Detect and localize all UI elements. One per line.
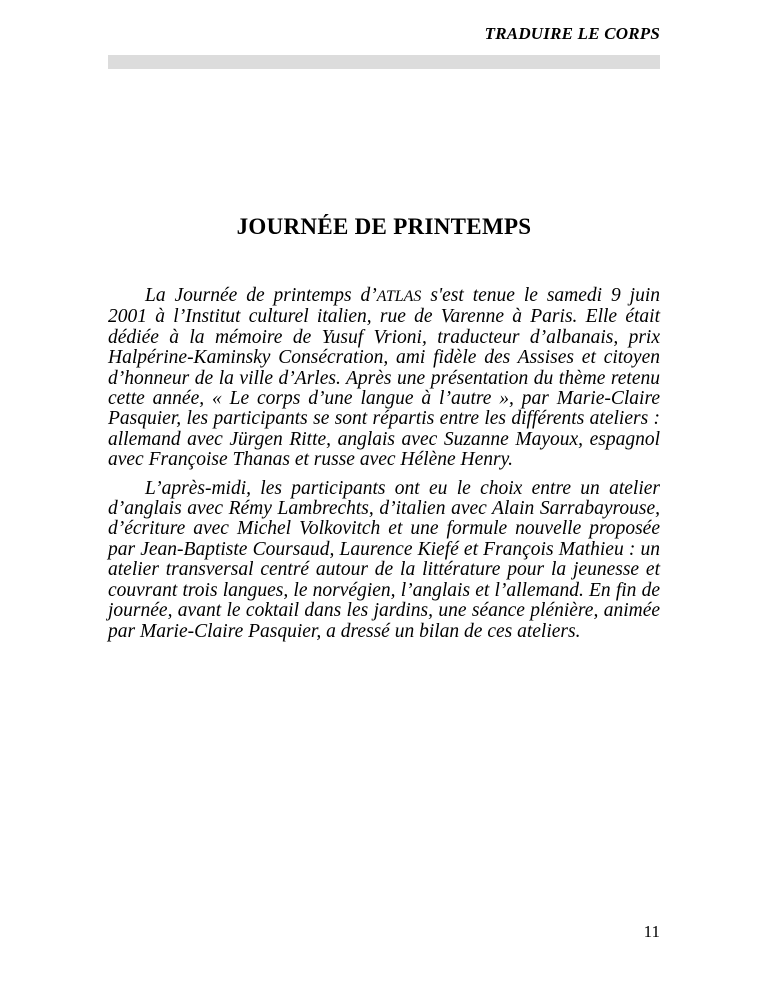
article-body (108, 286, 660, 650)
paragraph-1-rest: s'est tenue le samedi 9 juin 2001 à l’Institut culturel italien, rue de Varenne à Paris. Elle était dédiée à la mémoire de Yusuf Vrioni, traducteur d’albanais, prix Halpérine-Kaminsky Consécration, ami fidèle des Assises et citoyen d’honneur de la ville d’Arles. Après une présentation du thème retenu cette année, « Le corps d’une langue à l’autre », par Marie-Claire Pasquier, les participants se sont répartis entre les différents ateliers : allemand avec Jürgen Ritte, anglais avec Suzanne Mayoux, espagnol avec Françoise Thanas et russe avec Hélène Henry. (108, 285, 660, 471)
paragraph-1-start: La Journée de printemps d’ (145, 285, 377, 306)
page-title: JOURNÉE DE PRINTEMPS (236, 214, 532, 239)
paragraph-2: L’après-midi, les participants ont eu le choix entre un atelier d’anglais avec Rémy Lambrechts, d’italien avec Alain Sarrabayrouse, d’écriture avec Michel Volkovitch et une formule nouvelle proposée par Jean-Baptiste Coursaud, Laurence Kiefé et François Mathieu : un atelier transversal centré autour de la littérature pour la jeunesse et couvrant trois langues, le norvégien, l’anglais et l’allemand. En fin de journée, avant le coktail dans les jardins, une séance plénière, animée par Marie-Claire Pasquier, a dressé un bilan de ces ateliers. (108, 477, 660, 642)
header-rule (108, 55, 660, 69)
organization-name: ATLAS (376, 288, 422, 305)
paragraph-1 (108, 286, 660, 471)
running-header: TRADUIRE LE CORPS (484, 24, 660, 43)
page-number: 11 (643, 922, 660, 941)
